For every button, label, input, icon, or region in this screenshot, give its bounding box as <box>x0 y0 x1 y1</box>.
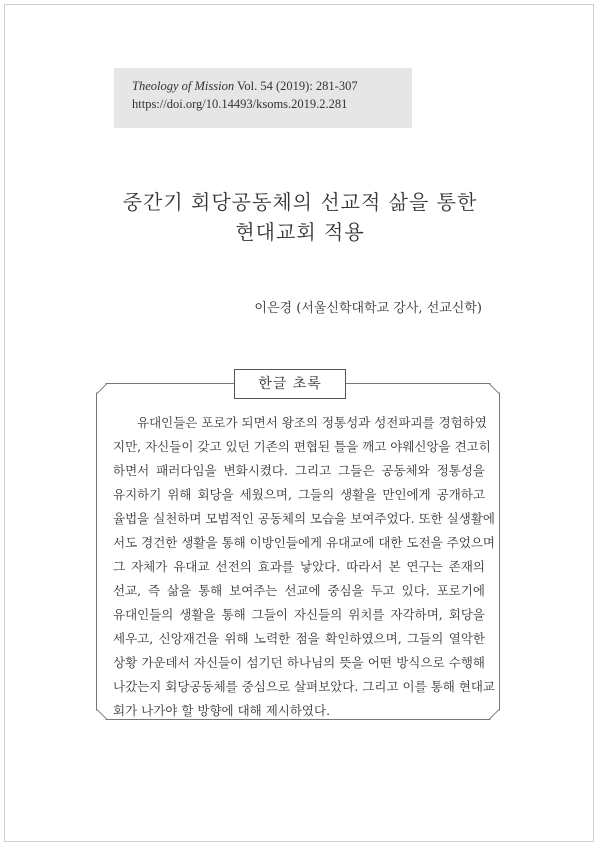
author-line: 이은경 (서울신학대학교 강사, 선교신학) <box>254 301 482 316</box>
journal-doi[interactable]: https://doi.org/10.14493/ksoms.2019.2.281 <box>132 97 348 111</box>
journal-volume: Vol. 54 (2019): 281-307 <box>237 79 358 93</box>
abstract-line: 유지하기 위해 회당을 세웠으며, 그들의 생활을 만인에게 공개하고 <box>113 487 485 502</box>
journal-info-box <box>114 68 412 128</box>
abstract-line: 지만, 자신들이 갖고 있던 기존의 편협된 틀을 깨고 야웨신앙을 견고히 <box>113 439 491 454</box>
abstract-line: 서도 경건한 생활을 통해 이방인들에게 유대교에 대한 도전을 주었으며 <box>113 535 495 550</box>
abstract-line: 나갔는지 회당공동체를 중심으로 살펴보았다. 그리고 이를 통해 현대교 <box>113 679 495 694</box>
abstract-line: 상황 가운데서 자신들이 섬기던 하나님의 뜻을 어떤 방식으로 수행해 <box>113 655 485 670</box>
abstract-line: 그 자체가 유대교 선전의 효과를 낳았다. 따라서 본 연구는 존재의 <box>113 559 485 574</box>
paper-title-line-2: 현대교회 적용 <box>235 220 365 244</box>
abstract-heading: 한글 초록 <box>234 369 346 399</box>
abstract-line: 회가 나가야 할 방향에 대해 제시하였다. <box>113 703 331 718</box>
abstract-line: 유대인들의 생활을 통해 그들이 자신들의 위치를 자각하며, 회당을 <box>113 607 485 622</box>
abstract-body <box>113 411 495 723</box>
abstract-line: 세우고, 신앙재건을 위해 노력한 점을 확인하였으며, 그들의 열악한 <box>113 631 485 646</box>
abstract-line: 하면서 패러다임을 변화시켰다. 그리고 그들은 공동체와 정통성을 <box>113 463 485 478</box>
journal-name: Theology of Mission <box>132 79 235 93</box>
abstract-line: 율법을 실천하며 모범적인 공동체의 모습을 보여주었다. 또한 실생활에 <box>113 511 495 526</box>
journal-citation <box>132 77 412 95</box>
abstract-line: 유대인들은 포로가 되면서 왕조의 정통성과 성전파괴를 경험하였 <box>137 415 487 430</box>
paper-title-line-1: 중간기 회당공동체의 선교적 삶을 통한 <box>122 190 478 214</box>
abstract-line: 선교, 즉 삶을 통해 보여주는 선교에 중심을 두고 있다. 포로기에 <box>113 583 485 598</box>
